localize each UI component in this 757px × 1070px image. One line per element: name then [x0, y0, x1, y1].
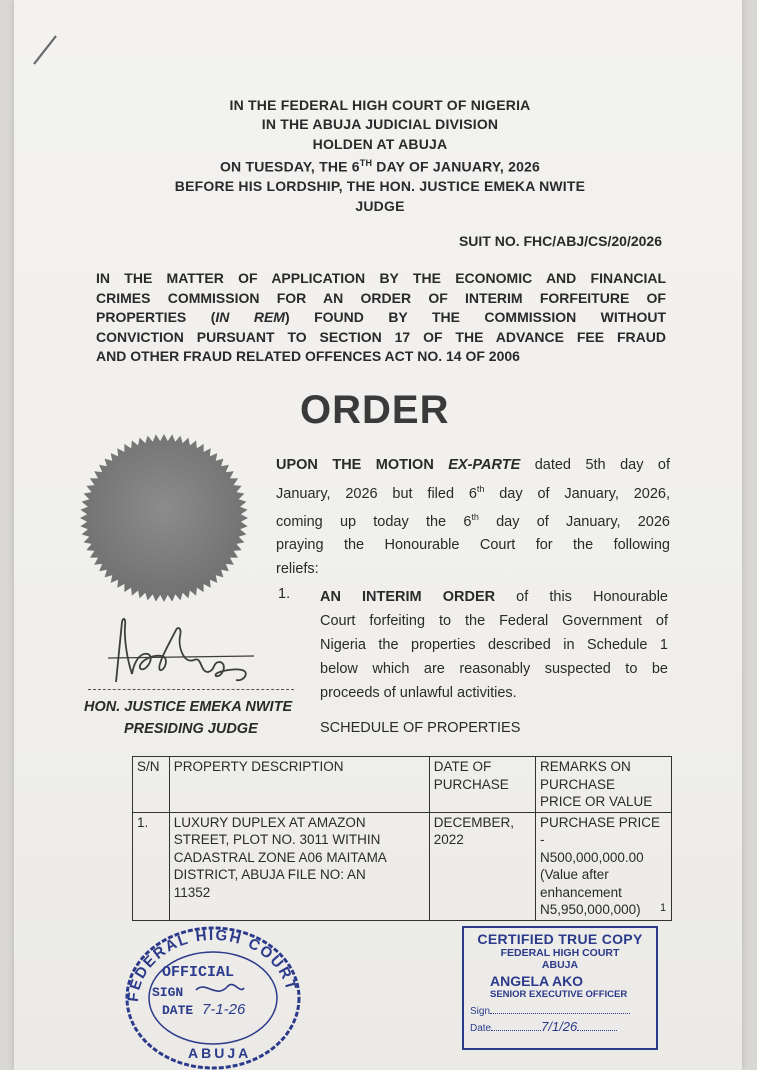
relief-paragraph: AN INTERIM ORDER of this Honourable Court forfeiting to the Federal Government of Nigeria the properties described in Schedule 1 below which are reasonably suspected to be proceeds of unlawful activities. [320, 589, 668, 701]
judge-name: HON. JUSTICE EMEKA NWITE [84, 699, 293, 715]
suit-number: SUIT NO. FHC/ABJ/CS/20/2026 [458, 233, 662, 249]
stamp-date: DATE [162, 1003, 194, 1018]
judge-title: PRESIDING JUDGE [124, 721, 258, 737]
schedule-table [132, 756, 672, 921]
stamp-date-value: 7-1-26 [202, 1001, 246, 1018]
pen-mark-icon [30, 32, 60, 68]
judge-signature [104, 612, 274, 692]
cell-description: LUXURY DUPLEX AT AMAZON STREET, PLOT NO. 3011 WITHIN CADASTRAL ZONE A06 MAITAMA DISTRICT, ABUJA FILE NO: AN 11352 [169, 812, 429, 920]
header-line-6: JUDGE [355, 197, 405, 214]
table-header-row [133, 757, 672, 813]
stamp-title: CERTIFIED TRUE COPY [477, 931, 643, 947]
header-sn: S/N [133, 757, 170, 813]
order-title: ORDER [300, 388, 450, 432]
header-remarks: REMARKS ON PURCHASE PRICE OR VALUE [536, 757, 672, 813]
stamp-city: ABUJA [188, 1045, 252, 1061]
header-line-1: IN THE FEDERAL HIGH COURT OF NIGERIA [229, 97, 531, 113]
stamp-right-city: ABUJA [541, 959, 579, 971]
page-number: 1 [660, 902, 667, 914]
stamp-role: SENIOR EXECUTIVE OFFICER [490, 989, 628, 1000]
stamp-officer: ANGELA AKO [490, 973, 584, 989]
schedule-title: SCHEDULE OF PROPERTIES [320, 720, 521, 736]
stamp-official: OFFICIAL [162, 964, 235, 981]
cell-date: DECEMBER, 2022 [429, 812, 535, 920]
official-stamp [116, 910, 306, 1070]
matter-paragraph: IN THE MATTER OF APPLICATION BY THE ECONOMIC AND FINANCIAL CRIMES COMMISSION FOR AN ORDER OF INTERIM FORFEITURE OF PROPERTIES (IN REM) FOUND BY THE COMMISSION WITHOUT CONVICTION PURSUANT TO SECTION 17 OF THE ADVANCE FEE FRAUD AND OTHER FRAUD RELATED OFFENCES ACT NO. 14 OF 2006 [96, 270, 666, 364]
header-line-2: IN THE ABUJA JUDICIAL DIVISION [261, 116, 499, 133]
stamp-date-line: Date 7/1/26 [470, 1019, 650, 1034]
stamp-court: FEDERAL HIGH COURT [500, 947, 620, 959]
stamp-sign-line: Sign [470, 1006, 650, 1017]
motion-paragraph: UPON THE MOTION EX-PARTE dated 5th day of January, 2026 but filed 6th day of January, 2026, coming up today the 6th day of January, 2026 praying the Honourable Court for the following reliefs: [276, 457, 670, 577]
court-seal-icon [78, 430, 250, 606]
relief-number: 1. [278, 586, 291, 602]
certified-stamp [462, 926, 658, 1050]
stamp-sign: SIGN [152, 985, 184, 1000]
header-line-5: BEFORE HIS LORDSHIP, THE HON. JUSTICE EMEKA NWITE [174, 178, 586, 195]
table-row [133, 812, 672, 920]
header-description: PROPERTY DESCRIPTION [169, 757, 429, 813]
court-header [120, 96, 640, 216]
header-line-4: ON TUESDAY, THE 6TH DAY OF JANUARY, 2026 [219, 158, 541, 175]
header-date: DATE OF PURCHASE [429, 757, 535, 813]
stamp-left-signature [196, 984, 244, 991]
stamp-ring-text: FEDERAL HIGH COURT [124, 926, 300, 1003]
header-line-3: HOLDEN AT ABUJA [312, 135, 448, 152]
signature-line [88, 689, 294, 690]
cell-remarks: PURCHASE PRICE - N500,000,000.00 (Value after enhancement N5,950,000,000) [536, 812, 672, 920]
cell-sn: 1. [133, 812, 170, 920]
